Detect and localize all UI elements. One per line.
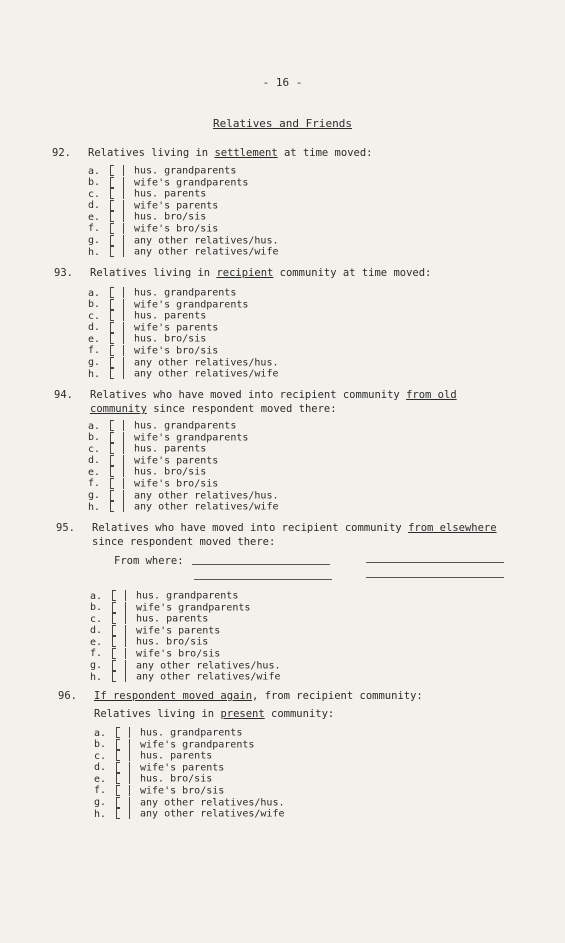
option-row[interactable]: g. any other relatives/hus. xyxy=(94,797,285,809)
option-row[interactable]: a. hus. grandparents xyxy=(90,590,239,602)
checkbox[interactable] xyxy=(110,345,124,356)
question-text-line2: since respondent moved there: xyxy=(92,536,276,548)
checkbox[interactable] xyxy=(110,466,124,477)
option-row[interactable]: b. wife's grandparents xyxy=(94,739,255,751)
from-where-label: From where: xyxy=(114,555,184,567)
checkbox[interactable] xyxy=(112,660,126,671)
question-number: 96. xyxy=(58,690,77,702)
checkbox[interactable] xyxy=(116,739,130,750)
option-row[interactable]: d. wife's parents xyxy=(88,200,219,212)
question-text: Relatives living in recipient community at time moved: xyxy=(90,267,432,279)
question-text: If respondent moved again, from recipient community: xyxy=(94,690,423,702)
question-number: 93. xyxy=(54,267,73,279)
option-row[interactable]: d. wife's parents xyxy=(90,625,221,637)
checkbox[interactable] xyxy=(110,322,124,333)
page-title: Relatives and Friends xyxy=(212,117,353,130)
checkbox[interactable] xyxy=(112,602,126,613)
checkbox[interactable] xyxy=(116,785,130,796)
option-row[interactable]: h. any other relatives/wife xyxy=(94,808,285,820)
checkbox[interactable] xyxy=(112,625,126,636)
option-row[interactable]: a. hus. grandparents xyxy=(94,727,243,739)
question-number: 92. xyxy=(52,147,71,159)
checkbox[interactable] xyxy=(110,287,124,298)
checkbox[interactable] xyxy=(110,432,124,443)
option-row[interactable]: f. wife's bro/sis xyxy=(88,345,219,357)
options-93 xyxy=(88,287,279,380)
question-95 xyxy=(56,521,497,549)
option-row[interactable]: g. any other relatives/hus. xyxy=(90,660,281,672)
checkbox[interactable] xyxy=(110,420,124,431)
option-row[interactable]: a. hus. grandparents xyxy=(88,165,237,177)
option-row[interactable]: b. wife's grandparents xyxy=(88,177,249,189)
from-where-field-2[interactable] xyxy=(366,562,504,563)
question-text: Relatives who have moved into recipient community from elsewhere xyxy=(92,522,497,534)
checkbox[interactable] xyxy=(112,590,126,601)
option-row[interactable]: g. any other relatives/hus. xyxy=(88,490,279,502)
question-text-line2: Relatives living in present community: xyxy=(94,708,335,720)
checkbox[interactable] xyxy=(112,648,126,659)
option-row[interactable]: g. any other relatives/hus. xyxy=(88,235,279,247)
question-number: 94. xyxy=(54,389,73,401)
option-row[interactable]: b. wife's grandparents xyxy=(88,432,249,444)
checkbox[interactable] xyxy=(110,299,124,310)
from-where-field-1[interactable] xyxy=(192,564,330,565)
option-row[interactable]: e. hus. bro/sis xyxy=(88,333,207,345)
checkbox[interactable] xyxy=(110,211,124,222)
checkbox[interactable] xyxy=(110,177,124,188)
option-row[interactable]: e. hus. bro/sis xyxy=(90,636,209,648)
options-96 xyxy=(94,727,285,820)
page-number: - 16 - xyxy=(262,76,303,89)
option-row[interactable]: b. wife's grandparents xyxy=(90,602,251,614)
checkbox[interactable] xyxy=(116,762,130,773)
option-row[interactable]: f. wife's bro/sis xyxy=(90,648,221,660)
option-row[interactable]: d. wife's parents xyxy=(94,762,225,774)
checkbox[interactable] xyxy=(110,235,124,246)
checkbox[interactable] xyxy=(110,310,124,321)
options-95 xyxy=(90,590,281,683)
option-row[interactable]: c. hus. parents xyxy=(88,188,207,200)
question-93 xyxy=(54,266,432,280)
option-row[interactable]: e. hus. bro/sis xyxy=(94,773,213,785)
option-row[interactable]: a. hus. grandparents xyxy=(88,420,237,432)
question-text-line2: community since respondent moved there: xyxy=(90,403,337,415)
option-row[interactable]: h. any other relatives/wife xyxy=(88,246,279,258)
option-row[interactable]: e. hus. bro/sis xyxy=(88,466,207,478)
option-row[interactable]: c. hus. parents xyxy=(94,750,213,762)
question-92 xyxy=(52,146,373,160)
option-row[interactable]: h. any other relatives/wife xyxy=(88,368,279,380)
checkbox[interactable] xyxy=(110,443,124,454)
checkbox[interactable] xyxy=(110,501,124,512)
checkbox[interactable] xyxy=(112,613,126,624)
from-where-field-4[interactable] xyxy=(366,577,504,578)
option-row[interactable]: d. wife's parents xyxy=(88,322,219,334)
checkbox[interactable] xyxy=(110,165,124,176)
checkbox[interactable] xyxy=(110,455,124,466)
checkbox[interactable] xyxy=(116,808,130,819)
checkbox[interactable] xyxy=(110,478,124,489)
checkbox[interactable] xyxy=(110,368,124,379)
question-text: Relatives who have moved into recipient community from old xyxy=(90,389,457,401)
option-row[interactable]: d. wife's parents xyxy=(88,455,219,467)
option-row[interactable]: h. any other relatives/wife xyxy=(90,671,281,683)
options-94 xyxy=(88,420,279,513)
checkbox[interactable] xyxy=(110,357,124,368)
checkbox[interactable] xyxy=(112,636,126,647)
checkbox[interactable] xyxy=(110,223,124,234)
option-row[interactable]: f. wife's bro/sis xyxy=(94,785,225,797)
option-row[interactable]: c. hus. parents xyxy=(88,310,207,322)
checkbox[interactable] xyxy=(110,246,124,257)
question-94 xyxy=(54,388,457,416)
option-row[interactable]: g. any other relatives/hus. xyxy=(88,357,279,369)
option-row[interactable]: c. hus. parents xyxy=(90,613,209,625)
option-row[interactable]: e. hus. bro/sis xyxy=(88,211,207,223)
option-row[interactable]: c. hus. parents xyxy=(88,443,207,455)
checkbox[interactable] xyxy=(110,490,124,501)
checkbox[interactable] xyxy=(116,750,130,761)
option-row[interactable]: f. wife's bro/sis xyxy=(88,478,219,490)
option-row[interactable]: f. wife's bro/sis xyxy=(88,223,219,235)
question-text: Relatives living in settlement at time moved: xyxy=(88,147,373,159)
checkbox[interactable] xyxy=(110,188,124,199)
checkbox[interactable] xyxy=(110,333,124,344)
question-96 xyxy=(58,689,423,721)
checkbox[interactable] xyxy=(116,797,130,808)
checkbox[interactable] xyxy=(116,727,130,738)
checkbox[interactable] xyxy=(110,200,124,211)
option-row[interactable]: h. any other relatives/wife xyxy=(88,501,279,513)
from-where-field-3[interactable] xyxy=(194,579,332,580)
checkbox[interactable] xyxy=(116,773,130,784)
options-92 xyxy=(88,165,279,258)
question-number: 95. xyxy=(56,522,75,534)
checkbox[interactable] xyxy=(112,671,126,682)
option-row[interactable]: b. wife's grandparents xyxy=(88,299,249,311)
option-row[interactable]: a. hus. grandparents xyxy=(88,287,237,299)
